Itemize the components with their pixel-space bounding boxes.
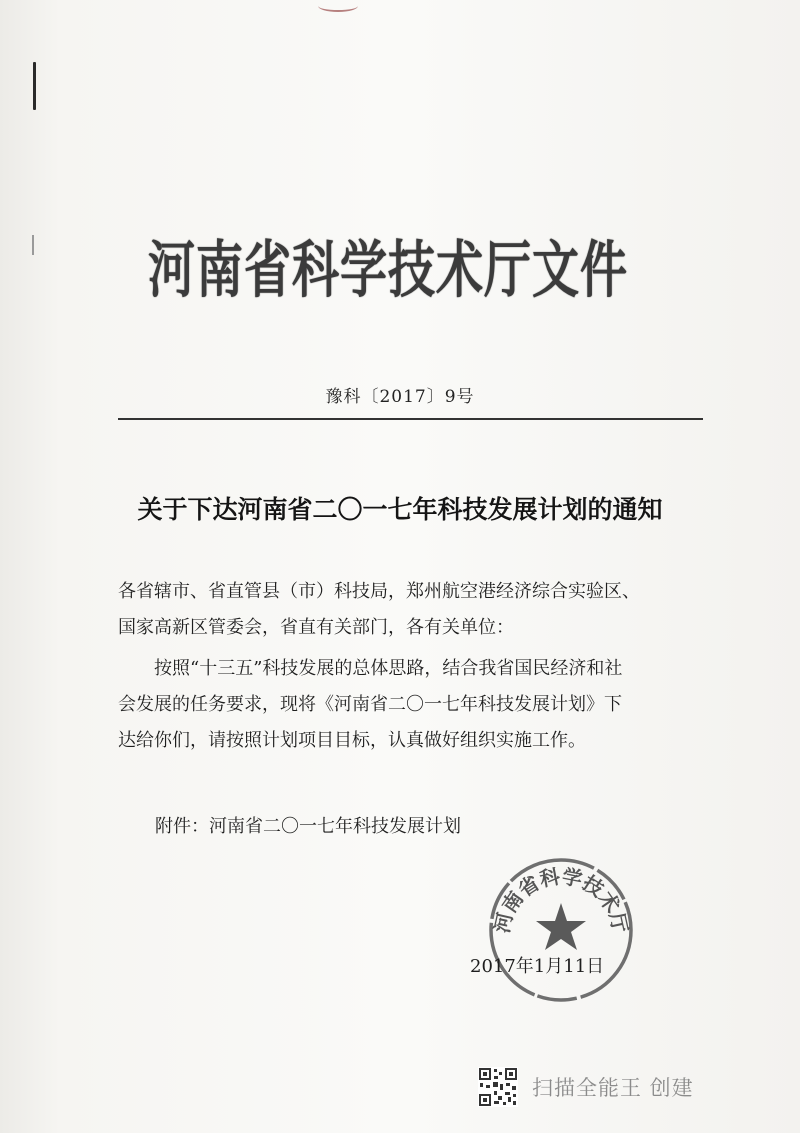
notice-title: 关于下达河南省二〇一七年科技发展计划的通知 — [137, 495, 663, 524]
document-header-title: 河南省科学技术厅文件 — [148, 235, 628, 307]
recipients-line-2: 国家高新区管委会，省直有关部门，各有关单位： — [118, 617, 514, 638]
seal-star-icon — [536, 903, 586, 950]
body-line-1: 按照“十三五”科技发展的总体思路，结合我省国民经济和社 — [154, 658, 623, 679]
body-line-2: 会发展的任务要求，现将《河南省二〇一七年科技发展计划》下 — [118, 694, 622, 715]
body-paragraph — [118, 651, 718, 759]
header-divider — [118, 418, 703, 420]
document-number: 豫科〔2017〕9号 — [325, 387, 475, 407]
scanner-watermark — [478, 1066, 694, 1108]
watermark-text: 扫描全能王 创建 — [532, 1076, 694, 1100]
scan-edge-mark-small — [32, 235, 34, 255]
scan-edge-mark — [33, 62, 36, 110]
body-line-3: 达给你们，请按照计划项目目标，认真做好组织实施工作。 — [118, 730, 586, 751]
recipients-block — [118, 574, 718, 646]
seal-text: 河南省科学技术厅 — [489, 863, 633, 936]
official-seal — [486, 855, 636, 1005]
attachment-line: 附件：河南省二〇一七年科技发展计划 — [155, 816, 461, 837]
qr-code-icon — [478, 1067, 518, 1107]
issue-date: 2017年1月11日 — [470, 956, 605, 977]
recipients-line-1: 各省辖市、省直管县（市）科技局，郑州航空港经济综合实验区、 — [118, 581, 640, 602]
ink-scribble — [318, 0, 358, 12]
